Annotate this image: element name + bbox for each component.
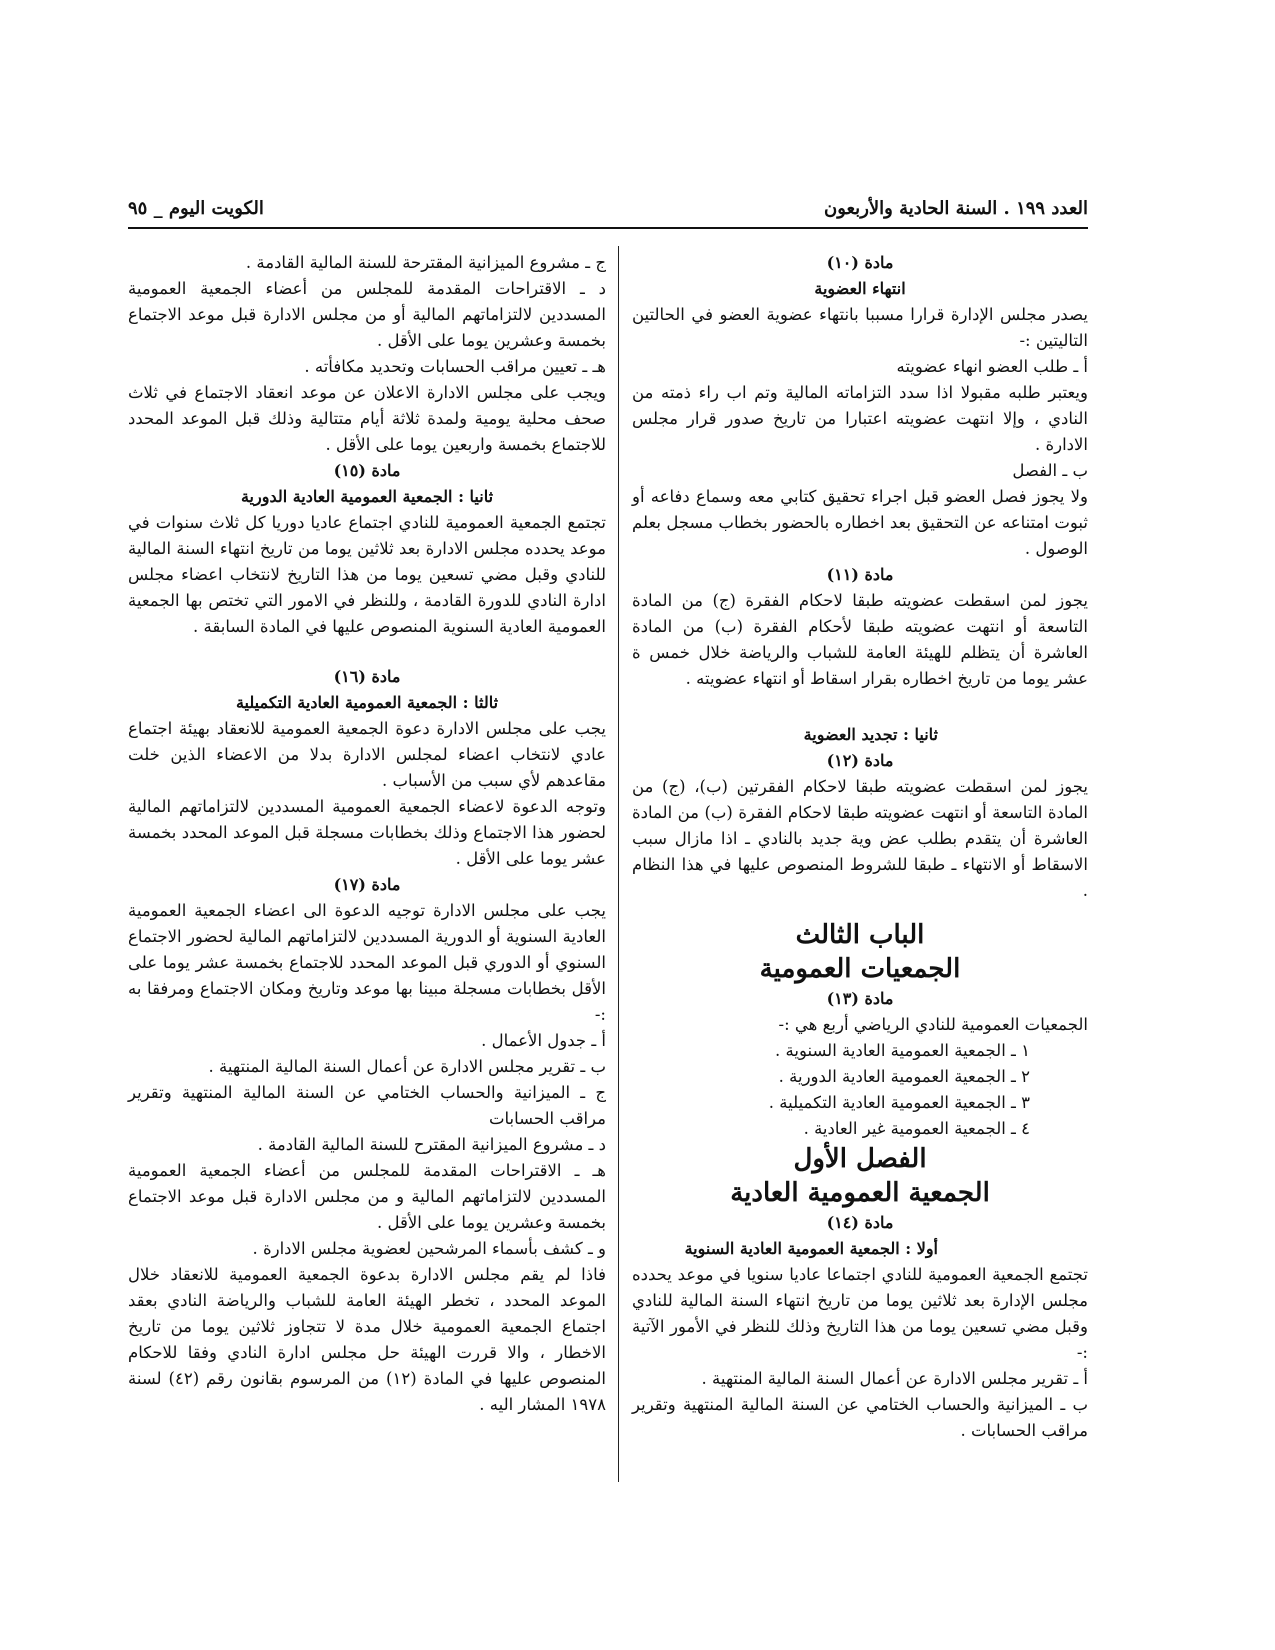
paragraph: يجب على مجلس الادارة دعوة الجمعية العمومية للانعقاد بهيئة اجتماع عادي لانتخاب اعضاء لمجلس الادارة بدلا من الاعضاء الذين خلت مقاعدهم لأي سبب من الأسباب . [128,719,606,790]
chapter-title: الباب الثالث [795,920,925,950]
article-subheading: ثالثا : الجمعية العمومية العادية التكميلية [235,693,499,712]
list-item: ٢ ـ الجمعية العمومية العادية الدورية . [778,1067,1030,1086]
paragraph: ويعتبر طلبه مقبولا اذا سدد التزاماته المالية وتم اب راء ذمته من النادي ، وإلا انتهت عضويته اعتبارا من تاريخ صدور قرار مجلس الادارة . [632,383,1088,454]
list-item: د ـ الاقتراحات المقدمة للمجلس من أعضاء الجمعية العمومية المسددين لالتزاماتهم المالية أو من مجلس الادارة قبل موعد الاجتماع بخمسة وعشرين يوما على الأقل . [128,279,606,350]
article-heading: مادة (١٢) [826,751,894,770]
paragraph: تجتمع الجمعية العمومية للنادي اجتماعا عاديا سنويا في موعد يحدده مجلس الإدارة بعد ثلاثين يوما من تاريخ انتهاء السنة المالية للنادي وقبل مضي تسعين يوما من هذا التاريخ وذلك للنظر في الأمور الآتية :- [632,1265,1088,1362]
issue-info: العدد ١٩٩ . السنة الحادية والأربعون [823,198,1088,219]
right-column [632,250,1088,1444]
list-item: أ ـ جدول الأعمال . [481,1031,606,1050]
list-item: أ ـ تقرير مجلس الادارة عن أعمال السنة المالية المنتهية . [701,1369,1088,1388]
paragraph: فاذا لم يقم مجلس الادارة بدعوة الجمعية العمومية للانعقاد خلال الموعد المحدد ، تخطر الهيئة العامة للشباب والرياضة النادي بعقد اجتماع الجمعية العمومية خلال مدة لا تتجاوز ثلاثين يوما من تاريخ الاخطار ، والا قررت الهيئة حل مجلس ادارة النادي وفقا للاحكام المنصوص عليها في المادة (١٢) من المرسوم بقانون رقم (٤٢) لسنة ١٩٧٨ المشار اليه . [128,1265,606,1414]
paragraph: يجوز لمن اسقطت عضويته طبقا لاحكام الفقرتين (ب)، (ج) من المادة التاسعة أو انتهت عضويته طبقا لاحكام الفقرة (ب) من المادة العاشرة أن يتقدم بطلب عض وية جديد بالنادي ـ اذا مازال سبب الاسقاط أو الانتهاء ـ طبقا للشروط المنصوص عليها في هذا النظام . [632,777,1088,900]
list-item: و ـ كشف بأسماء المرشحين لعضوية مجلس الادارة . [252,1239,606,1258]
list-item: ٤ ـ الجمعية العمومية غير العادية . [803,1119,1030,1138]
article-heading: مادة (١٦) [333,667,401,686]
paragraph: يجب على مجلس الادارة توجيه الدعوة الى اعضاء الجمعية العمومية العادية السنوية أو الدورية المسددين لالتزاماتهم المالية لحضور الاجتماع السنوي أو الدوري قبل الموعد المحدد للاجتماع بخمسة عشر يوما على الأقل بخطابات مسجلة مبينا بها موعد وتاريخ ومكان الاجتماع ومرفقا به :- [128,901,606,1024]
header-rule [128,227,1088,229]
list-item: ٣ ـ الجمعية العمومية العادية التكميلية . [768,1093,1030,1112]
page-header [128,196,1088,222]
list-item: ب ـ تقرير مجلس الادارة عن أعمال السنة المالية المنتهية . [208,1057,606,1076]
paragraph: وتوجه الدعوة لاعضاء الجمعية العمومية المسددين لالتزاماتهم المالية لحضور هذا الاجتماع وذلك بخطابات مسجلة قبل الموعد المحدد بخمسة عشر يوما على الأقل . [128,797,606,868]
section-subheading: ثانيا : تجديد العضوية [803,725,938,744]
page-number-title: الكويت اليوم _ ٩٥ [128,198,264,219]
article-subheading: ثانيا : الجمعية العمومية العادية الدورية [240,487,494,506]
article-heading: مادة (١٠) [826,253,894,272]
paragraph: ولا يجوز فصل العضو قبل اجراء تحقيق كتابي معه وسماع دفاعه أو ثبوت امتناعه عن التحقيق بعد اخطاره بالحضور بخطاب مسجل بعلم الوصول . [632,487,1088,558]
paragraph: يجوز لمن اسقطت عضويته طبقا لاحكام الفقرة (ج) من المادة التاسعة أو انتهت عضويته طبقا لأحكام الفقرة (ب) من المادة العاشرة أن يتظلم للهيئة العامة للشباب والرياضة خلال خمس ة عشر يوما من تاريخ اخطاره بقرار اسقاط أو انتهاء عضويته . [632,591,1088,688]
list-item: أ ـ طلب العضو انهاء عضويته [896,357,1088,376]
article-subheading: انتهاء العضوية [814,279,906,298]
paragraph: تجتمع الجمعية العمومية للنادي اجتماع عاديا دوريا كل ثلاث سنوات في موعد يحدده مجلس الادارة بعد ثلاثين يوما من تاريخ انتهاء السنة المالية للنادي وقبل مضي تسعين يوما من هذا التاريخ لانتخاب اعضاء مجلس ادارة النادي للدورة القادمة ، وللنظر في الامور التي تختص بها الجمعية العمومية العادية السنوية المنصوص عليها في المادة السابقة . [128,513,606,636]
article-heading: مادة (١٧) [333,875,401,894]
list-item: هـ ـ تعيين مراقب الحسابات وتحديد مكافأته . [304,357,606,376]
list-item: هـ ـ الاقتراحات المقدمة للمجلس من أعضاء الجمعية العمومية المسددين لالتزاماتهم المالية و من مجلس الادارة قبل موعد الاجتماع بخمسة وعشرين يوما على الأقل . [128,1161,606,1232]
article-subheading: أولا : الجمعية العمومية العادية السنوية [684,1239,938,1258]
list-item: ب ـ الميزانية والحساب الختامي عن السنة المالية المنتهية وتقرير مراقب الحسابات . [632,1395,1088,1440]
article-heading: مادة (١٣) [826,989,894,1008]
paragraph: يصدر مجلس الإدارة قرارا مسببا بانتهاء عضوية العضو في الحالتين التاليتين :- [632,305,1088,350]
list-item: ج ـ الميزانية والحساب الختامي عن السنة المالية المنتهية وتقرير مراقب الحسابات [128,1083,606,1128]
chapter-subtitle: الجمعيات العمومية [759,954,961,984]
paragraph: الجمعيات العمومية للنادي الرياضي أربع هي :- [778,1015,1088,1034]
article-heading: مادة (١٤) [826,1213,894,1232]
list-item: د ـ مشروع الميزانية المقترح للسنة المالية القادمة . [257,1135,606,1154]
article-heading: مادة (١١) [826,565,894,584]
list-item: ج ـ مشروع الميزانية المقترحة للسنة المالية القادمة . [245,253,606,272]
column-divider [618,246,619,1482]
section-subtitle: الجمعية العمومية العادية [730,1178,990,1208]
left-column [128,250,606,1418]
paragraph: ويجب على مجلس الادارة الاعلان عن موعد انعقاد الاجتماع في ثلاث صحف محلية يومية ولمدة ثلاثة أيام متتالية وذلك قبل الموعد المحدد للاجتماع بخمسة واربعين يوما على الأقل . [128,383,606,454]
article-heading: مادة (١٥) [333,461,401,480]
list-item: ب ـ الفصل [1012,461,1088,480]
list-item: ١ ـ الجمعية العمومية العادية السنوية . [775,1041,1030,1060]
section-title: الفصل الأول [793,1144,927,1174]
